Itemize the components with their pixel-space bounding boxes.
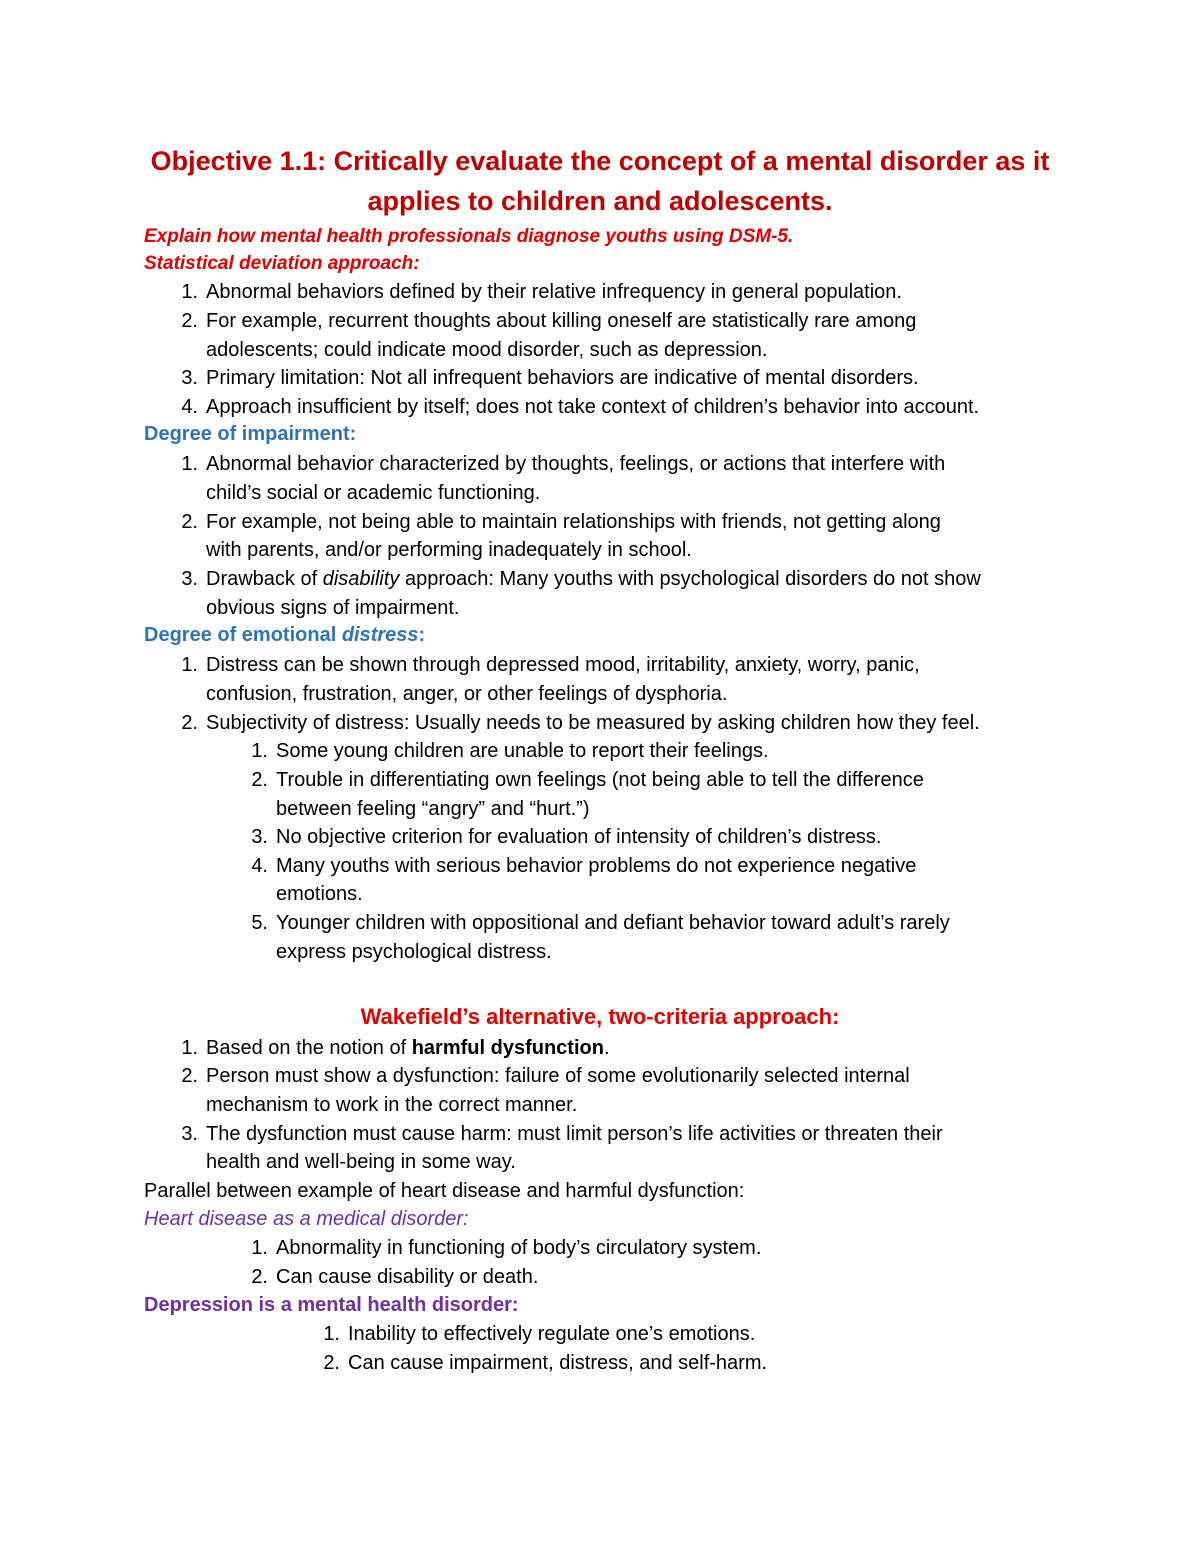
wakefield-heading: Wakefield’s alternative, two-criteria approach: <box>360 1004 840 1029</box>
list-text: Person must show a dysfunction: failure of some evolutionarily selected internal <box>206 1065 910 1087</box>
parallel-text: Parallel between example of heart disease and harmful dysfunction: <box>144 1180 745 1202</box>
list-number: 2. <box>181 1065 198 1087</box>
list-text: express psychological distress. <box>276 941 552 963</box>
list-text: Distress can be shown through depressed mood, irritability, anxiety, worry, panic, <box>206 654 920 676</box>
list-text: child’s social or academic functioning. <box>206 482 541 504</box>
list-number: 2. <box>181 310 198 332</box>
depression-heading: Depression is a mental health disorder: <box>144 1294 519 1316</box>
list-number: 1. <box>251 740 268 762</box>
page-title-line-1: Objective 1.1: Critically evaluate the concept of a mental disorder as it <box>150 146 1050 176</box>
page-title-line-2: applies to children and adolescents. <box>367 186 833 216</box>
italic-term: disability <box>322 568 400 590</box>
list-text: health and well-being in some way. <box>206 1151 516 1173</box>
list-text: For example, recurrent thoughts about killing oneself are statistically rare among <box>206 310 917 332</box>
heart-heading: Heart disease as a medical disorder: <box>144 1208 469 1230</box>
list-number: 2. <box>251 769 268 791</box>
list-number: 2. <box>323 1352 340 1374</box>
text-suffix: approach: Many youths with psychological disorders do not show <box>399 568 981 590</box>
list-text: emotions. <box>276 883 363 905</box>
list-text: Primary limitation: Not all infrequent behaviors are indicative of mental disorders. <box>206 367 919 389</box>
list-number: 1. <box>251 1237 268 1259</box>
text-prefix: Based on the notion of <box>206 1037 412 1059</box>
list-text: Abnormal behaviors defined by their relative infrequency in general population. <box>206 281 902 303</box>
list-number: 1. <box>181 654 198 676</box>
list-number: 4. <box>251 855 268 877</box>
intro-text: Explain how mental health professionals diagnose youths using DSM-5. <box>144 226 794 247</box>
text-suffix: . <box>603 1037 610 1059</box>
list-text: Can cause impairment, distress, and self-harm. <box>348 1352 768 1374</box>
list-text: No objective criterion for evaluation of intensity of children’s distress. <box>276 826 882 848</box>
list-text: Younger children with oppositional and defiant behavior toward adult’s rarely <box>276 912 950 934</box>
list-text: obvious signs of impairment. <box>206 597 460 619</box>
list-number: 3. <box>181 1123 198 1145</box>
heading-italic: distress <box>341 624 419 646</box>
list-text: Abnormal behavior characterized by thoughts, feelings, or actions that interfere with <box>206 453 946 475</box>
bold-term: harmful dysfunction <box>411 1037 604 1059</box>
statistical-heading: Statistical deviation approach: <box>144 253 420 274</box>
list-text: Abnormality in functioning of body’s circulatory system. <box>276 1237 762 1259</box>
list-number: 2. <box>181 511 198 533</box>
distress-heading <box>144 624 425 647</box>
list-number: 1. <box>181 281 198 303</box>
list-text: For example, not being able to maintain relationships with friends, not getting along <box>206 511 941 533</box>
list-text <box>206 565 981 594</box>
list-number: 1. <box>181 453 198 475</box>
impairment-heading: Degree of impairment: <box>144 423 357 445</box>
list-text: Inability to effectively regulate one’s emotions. <box>348 1323 756 1345</box>
list-number: 3. <box>251 826 268 848</box>
list-text: The dysfunction must cause harm: must limit person’s life activities or threaten their <box>206 1123 943 1145</box>
list-text: mechanism to work in the correct manner. <box>206 1094 578 1116</box>
list-text: adolescents; could indicate mood disorder, such as depression. <box>206 339 768 361</box>
list-text: Approach insufficient by itself; does not take context of children’s behavior into account. <box>206 396 980 418</box>
list-number: 2. <box>181 712 198 734</box>
list-number: 3. <box>181 568 198 590</box>
list-number: 1. <box>323 1323 340 1345</box>
list-text: Many youths with serious behavior problems do not experience negative <box>276 855 917 877</box>
list-number: 5. <box>251 912 268 934</box>
list-number: 1. <box>181 1037 198 1059</box>
list-text: Some young children are unable to report their feelings. <box>276 740 769 762</box>
list-text <box>206 1034 610 1063</box>
heading-part: : <box>418 624 426 646</box>
list-text: between feeling “angry” and “hurt.”) <box>276 798 590 820</box>
list-text: with parents, and/or performing inadequately in school. <box>206 539 692 561</box>
list-text: Can cause disability or death. <box>276 1266 539 1288</box>
list-number: 3. <box>181 367 198 389</box>
list-number: 2. <box>251 1266 268 1288</box>
text-prefix: Drawback of <box>206 568 323 590</box>
list-text: Subjectivity of distress: Usually needs to be measured by asking children how they feel. <box>206 712 980 734</box>
list-text: confusion, frustration, anger, or other feelings of dysphoria. <box>206 683 728 705</box>
heading-part: Degree of emotional <box>144 624 342 646</box>
list-text: Trouble in differentiating own feelings (not being able to tell the difference <box>276 769 924 791</box>
list-number: 4. <box>181 396 198 418</box>
